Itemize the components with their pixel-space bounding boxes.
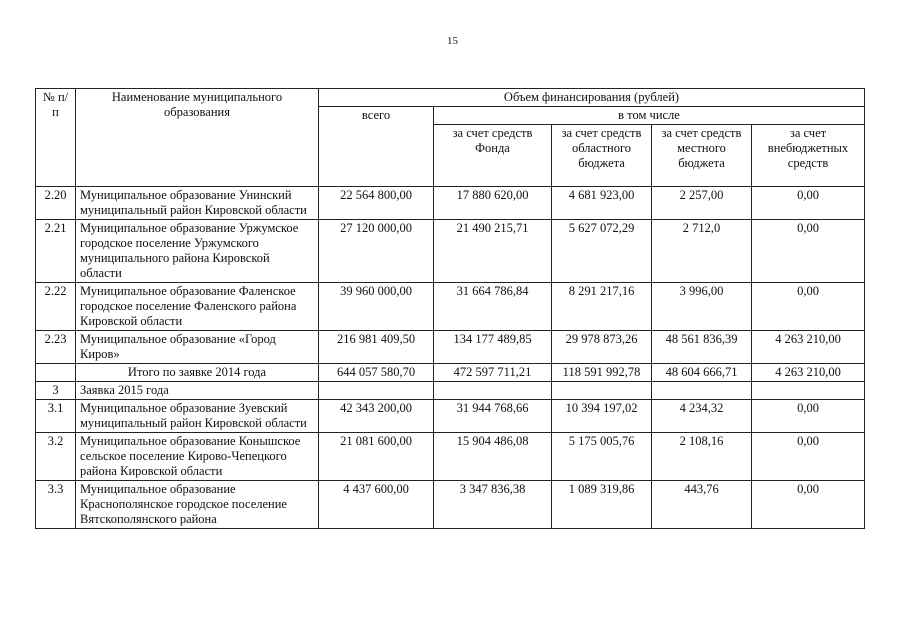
row-total: 27 120 000,00 [319, 220, 434, 283]
row-total: 42 343 200,00 [319, 400, 434, 433]
row-local: 48 561 836,39 [652, 331, 752, 364]
row-regional: 8 291 217,16 [552, 283, 652, 331]
table-row [36, 283, 865, 331]
row-no: 3.1 [36, 400, 76, 433]
row-total: 4 437 600,00 [319, 481, 434, 529]
total-2014-fund: 472 597 711,21 [434, 364, 552, 382]
header-name: Наименование муниципального образования [76, 89, 319, 187]
header-fund: за счет средств Фонда [434, 125, 552, 187]
page-number: 15 [447, 35, 458, 47]
row-regional: 10 394 197,02 [552, 400, 652, 433]
row-regional: 5 175 005,76 [552, 433, 652, 481]
row-total: 216 981 409,50 [319, 331, 434, 364]
row-extra: 0,00 [752, 400, 865, 433]
row-extra: 4 263 210,00 [752, 331, 865, 364]
row-regional: 29 978 873,26 [552, 331, 652, 364]
row-name: Муниципальное образование Зуевский муниципальный район Кировской области [76, 400, 319, 433]
header-funding: Объем финансирования (рублей) [319, 89, 865, 107]
row-no: 2.21 [36, 220, 76, 283]
row-total: 39 960 000,00 [319, 283, 434, 331]
row-total: 22 564 800,00 [319, 187, 434, 220]
row-no: 2.22 [36, 283, 76, 331]
header-regional: за счет средств областного бюджета [552, 125, 652, 187]
row-extra: 0,00 [752, 481, 865, 529]
header-total: всего [319, 107, 434, 187]
table-row [36, 400, 865, 433]
header-row-1 [36, 89, 865, 107]
row-name: Муниципальное образование Уржумское городское поселение Уржумского муниципального района Кировской области [76, 220, 319, 283]
row-name: Муниципальное образование Конышское сельское поселение Кирово-Чепецкого района Кировской области [76, 433, 319, 481]
total-2014-label: Итого по заявке 2014 года [76, 364, 319, 382]
row-name: Муниципальное образование Краснополянское городское поселение Вятскополянского района [76, 481, 319, 529]
table-row [36, 481, 865, 529]
table-row [36, 187, 865, 220]
row-regional: 1 089 319,86 [552, 481, 652, 529]
header-local: за счет средств местного бюджета [652, 125, 752, 187]
row-fund: 15 904 486,08 [434, 433, 552, 481]
row-local: 2 108,16 [652, 433, 752, 481]
empty-cell [652, 382, 752, 400]
row-no: 2.20 [36, 187, 76, 220]
total-2014-extra: 4 263 210,00 [752, 364, 865, 382]
row-local: 4 234,32 [652, 400, 752, 433]
header-no: № п/п [36, 89, 76, 187]
empty-cell [434, 382, 552, 400]
row-fund: 3 347 836,38 [434, 481, 552, 529]
row-regional: 4 681 923,00 [552, 187, 652, 220]
row-name: Муниципальное образование «Город Киров» [76, 331, 319, 364]
table-row [36, 433, 865, 481]
total-2014-row [36, 364, 865, 382]
row-local: 2 257,00 [652, 187, 752, 220]
row-fund: 31 944 768,66 [434, 400, 552, 433]
table-row [36, 220, 865, 283]
row-no: 3.2 [36, 433, 76, 481]
table-row [36, 331, 865, 364]
section-2015-row [36, 382, 865, 400]
row-name: Муниципальное образование Унинский муниципальный район Кировской области [76, 187, 319, 220]
row-total: 21 081 600,00 [319, 433, 434, 481]
row-no: 2.23 [36, 331, 76, 364]
total-2014-local: 48 604 666,71 [652, 364, 752, 382]
row-regional: 5 627 072,29 [552, 220, 652, 283]
empty-cell [752, 382, 865, 400]
row-fund: 21 490 215,71 [434, 220, 552, 283]
section-2015-label: Заявка 2015 года [76, 382, 319, 400]
row-extra: 0,00 [752, 283, 865, 331]
row-local: 443,76 [652, 481, 752, 529]
total-2014-total: 644 057 580,70 [319, 364, 434, 382]
total-2014-no [36, 364, 76, 382]
row-name: Муниципальное образование Фаленское городское поселение Фаленского района Кировской области [76, 283, 319, 331]
row-local: 2 712,0 [652, 220, 752, 283]
row-fund: 134 177 489,85 [434, 331, 552, 364]
empty-cell [319, 382, 434, 400]
row-extra: 0,00 [752, 220, 865, 283]
row-no: 3.3 [36, 481, 76, 529]
financing-table [35, 88, 865, 529]
row-extra: 0,00 [752, 433, 865, 481]
header-extra: за счет внебюджетных средств [752, 125, 865, 187]
empty-cell [552, 382, 652, 400]
header-including: в том числе [434, 107, 865, 125]
row-local: 3 996,00 [652, 283, 752, 331]
total-2014-regional: 118 591 992,78 [552, 364, 652, 382]
section-2015-no: 3 [36, 382, 76, 400]
row-extra: 0,00 [752, 187, 865, 220]
row-fund: 31 664 786,84 [434, 283, 552, 331]
row-fund: 17 880 620,00 [434, 187, 552, 220]
